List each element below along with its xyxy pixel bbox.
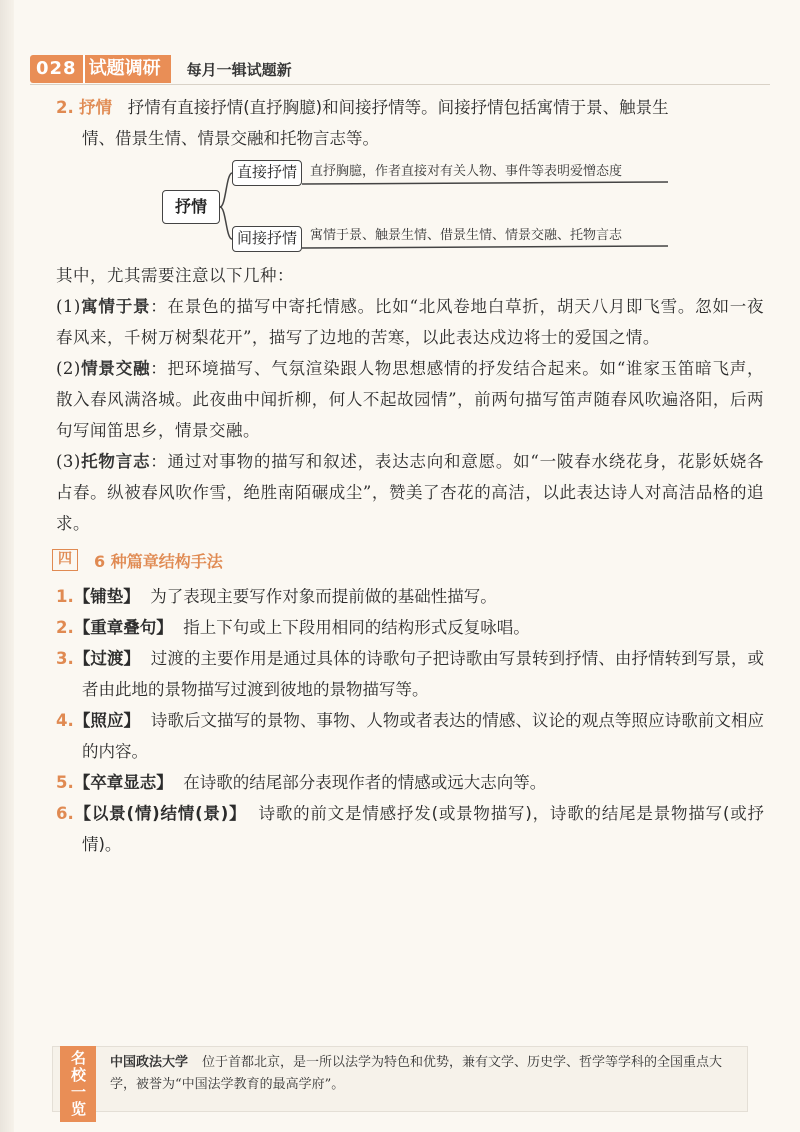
technique-item-3 bbox=[56, 643, 764, 705]
special-text: ：通过对事物的描写和叙述，表达志向和意愿。如“一陂春水绕花身，花影妖娆各占春。纵被春风吹作雪，绝胜南陌碾成尘”，赞美了杏花的高洁，以此表达诗人对高洁品格的追求。 bbox=[56, 452, 765, 533]
technique-number: 1. bbox=[56, 587, 74, 606]
special-text: ：把环境描写、气氛渲染跟人物思想感情的抒发结合起来。如“谁家玉笛暗飞声，散入春风满洛城。此夜曲中闻折柳，何人不起故园情”，前两句描写笛声随春风吹遍洛阳，后两句写闻笛思乡，情景交融。 bbox=[56, 359, 765, 440]
header-divider bbox=[30, 84, 770, 85]
intro-paragraph bbox=[56, 92, 764, 154]
technique-item-1 bbox=[56, 581, 764, 612]
school-name: 中国政法大学 bbox=[110, 1055, 189, 1070]
special-term: 寓情于景 bbox=[80, 297, 151, 316]
special-item-1 bbox=[56, 291, 764, 353]
technique-item-6 bbox=[56, 798, 764, 860]
technique-term: 【卒章显志】 bbox=[73, 773, 173, 792]
diagram-branch-indirect: 间接抒情 bbox=[232, 226, 302, 252]
technique-text: 为了表现主要写作对象而提前做的基础性描写。 bbox=[150, 587, 497, 606]
technique-term: 【以景(情)结情(景)】 bbox=[73, 804, 247, 823]
technique-text: 在诗歌的结尾部分表现作者的情感或远大志向等。 bbox=[183, 773, 547, 792]
main-content bbox=[56, 92, 764, 860]
special-term: 托物言志 bbox=[80, 452, 151, 471]
intro-number: 2. bbox=[56, 98, 74, 117]
technique-term: 【重章叠句】 bbox=[73, 618, 173, 637]
school-description: 位于首都北京，是一所以法学为特色和优势，兼有文学、历史学、哲学等学科的全国重点大学，被誉为“中国法学教育的最高学府”。 bbox=[110, 1055, 723, 1092]
technique-text: 指上下句或上下段用相同的结构形式反复咏唱。 bbox=[183, 618, 530, 637]
technique-term: 【照应】 bbox=[73, 711, 141, 730]
special-text: ：在景色的描写中寄托情感。比如“北风卷地白草折，胡天八月即飞雪。忽如一夜春风来，千树万树梨花开”，描写了边地的苦寒，以此表达戍边将士的爱国之情。 bbox=[56, 297, 765, 347]
footer-text bbox=[110, 1052, 730, 1096]
diagram-root: 抒情 bbox=[162, 190, 220, 224]
intro-text-1: 抒情有直接抒情(直抒胸臆)和间接抒情等。间接抒情包括寓情于景、触景生 bbox=[127, 98, 669, 117]
lyric-diagram bbox=[56, 160, 764, 256]
diagram-note-indirect: 寓情于景、触景生情、借景生情、情景交融、托物言志 bbox=[310, 228, 623, 243]
page-header bbox=[30, 54, 292, 84]
technique-text: 诗歌后文描写的景物、事物、人物或者表达的情感、议论的观点等照应诗歌前文相应的内容。 bbox=[82, 711, 765, 761]
special-index: (3) bbox=[56, 452, 81, 471]
technique-text: 过渡的主要作用是通过具体的诗歌句子把诗歌由写景转到抒情、由抒情转到写景，或者由此地的景物描写过渡到彼地的景物描写等。 bbox=[82, 649, 765, 699]
intro-term: 抒情 bbox=[79, 98, 112, 117]
technique-text: 诗歌的前文是情感抒发(或景物描写)，诗歌的结尾是景物描写(或抒情)。 bbox=[82, 804, 765, 854]
technique-number: 6. bbox=[56, 804, 74, 823]
section-heading bbox=[52, 543, 764, 577]
school-tab: 名校一览 bbox=[60, 1046, 96, 1122]
technique-item-4 bbox=[56, 705, 764, 767]
intro-text-2: 情、借景生情、情景交融和托物言志等。 bbox=[82, 129, 379, 148]
notice-text: 其中，尤其需要注意以下几种： bbox=[56, 266, 294, 285]
technique-item-5 bbox=[56, 767, 764, 798]
diagram-note-direct: 直抒胸臆，作者直接对有关人物、事件等表明爱憎态度 bbox=[310, 164, 623, 179]
special-item-2 bbox=[56, 353, 764, 446]
technique-number: 3. bbox=[56, 649, 74, 668]
technique-term: 【铺垫】 bbox=[73, 587, 140, 606]
technique-number: 5. bbox=[56, 773, 74, 792]
special-index: (1) bbox=[56, 297, 81, 316]
diagram-branch-direct: 直接抒情 bbox=[232, 160, 302, 186]
section-mark: 四 bbox=[52, 549, 78, 571]
special-item-3 bbox=[56, 446, 764, 539]
page-edge bbox=[0, 0, 14, 1132]
section-name: 试题调研 bbox=[83, 55, 171, 83]
page-number: 028 bbox=[30, 55, 83, 83]
technique-item-2 bbox=[56, 612, 764, 643]
special-index: (2) bbox=[56, 359, 81, 378]
section-title: 6 种篇章结构手法 bbox=[94, 551, 223, 571]
special-term: 情景交融 bbox=[80, 359, 151, 378]
technique-number: 2. bbox=[56, 618, 74, 637]
header-subtitle: 每月一辑试题新 bbox=[186, 60, 292, 79]
technique-number: 4. bbox=[56, 711, 74, 730]
technique-term: 【过渡】 bbox=[73, 649, 141, 668]
